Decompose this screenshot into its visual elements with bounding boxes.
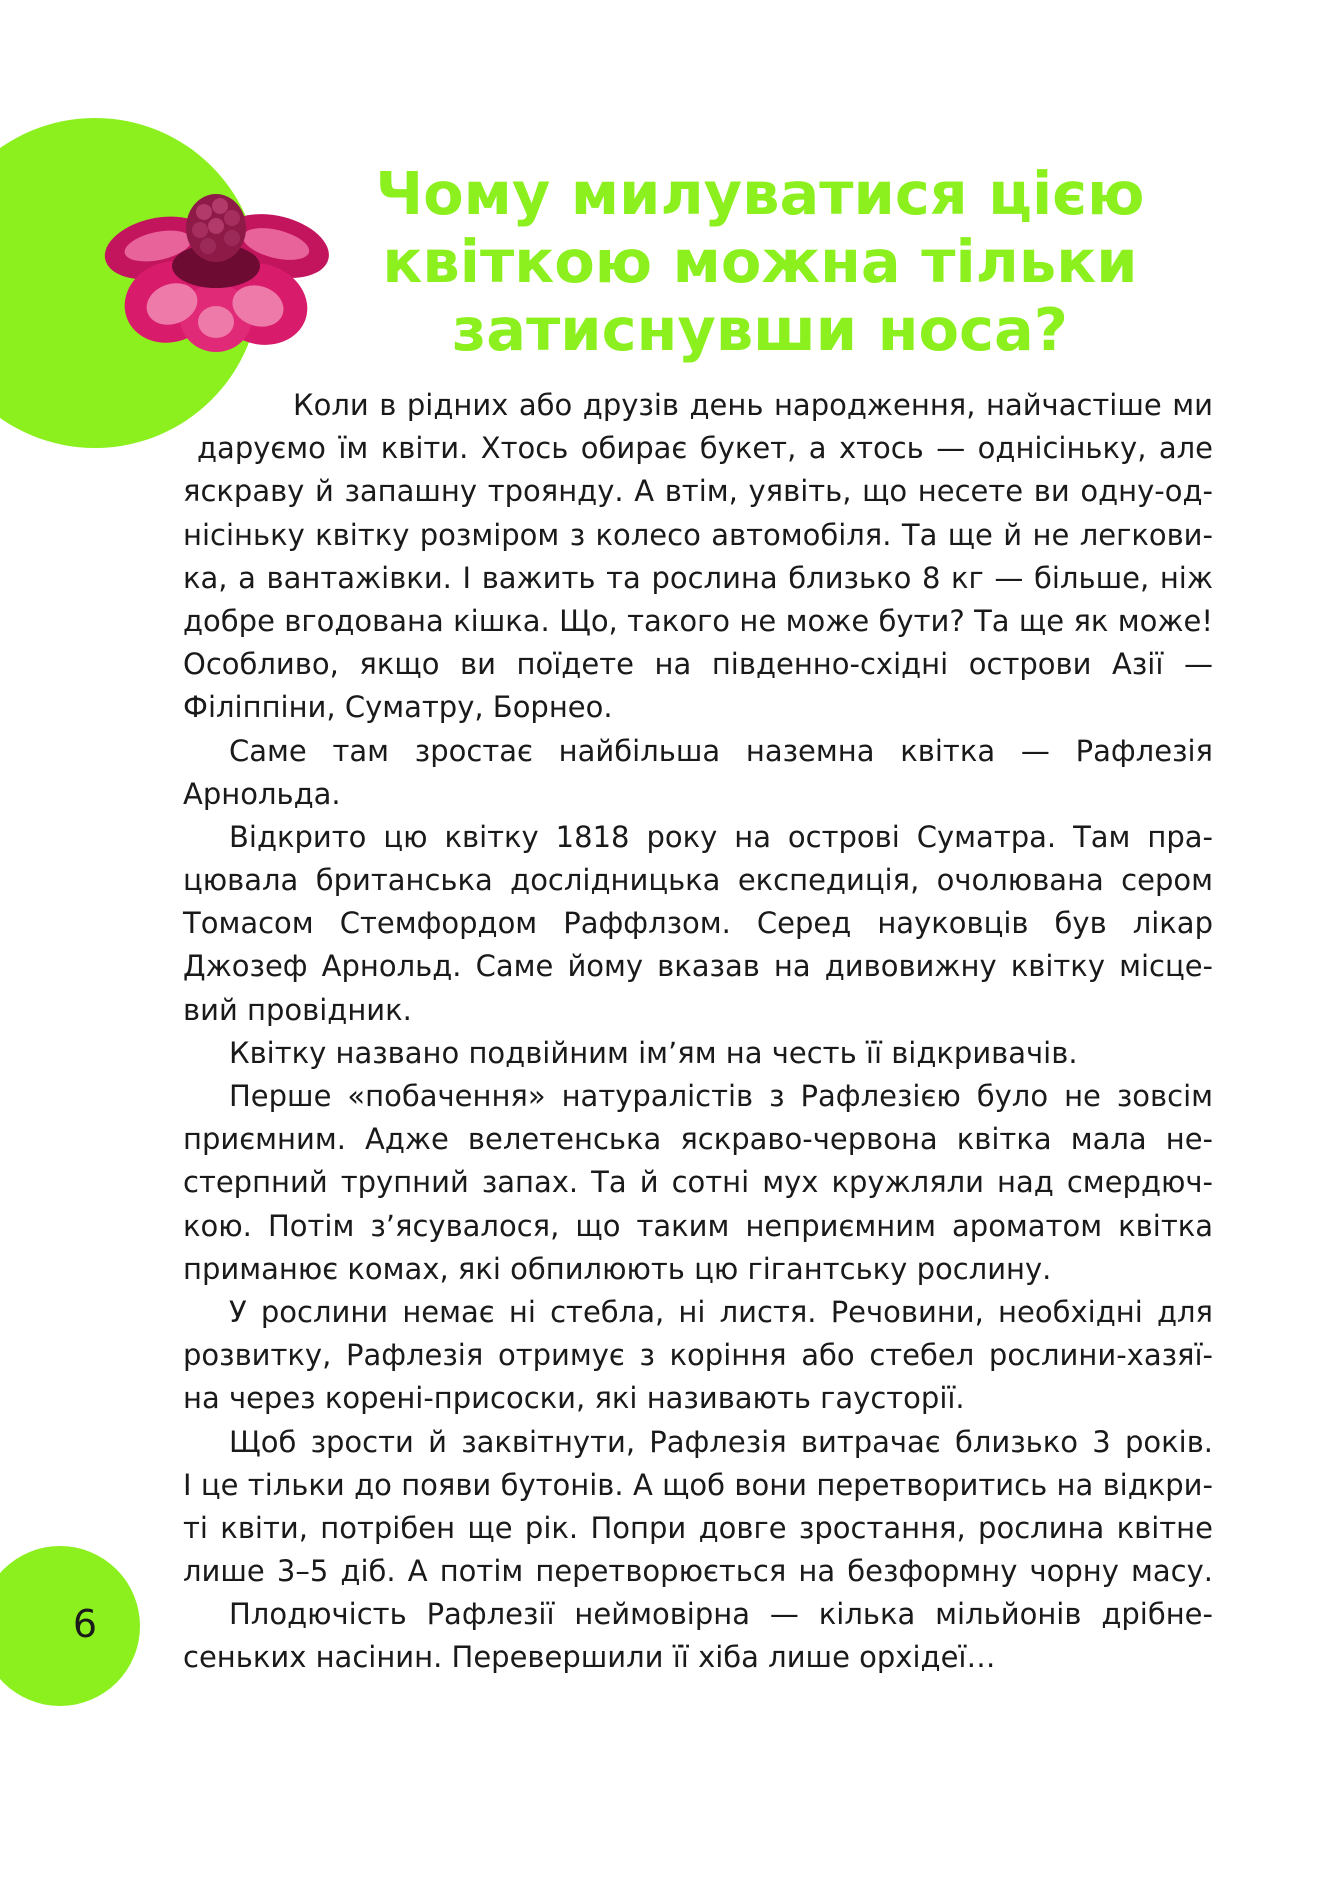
- body-line: Перше «побачення» натуралістів з Рафлезією було не зовсім: [229, 1079, 1213, 1113]
- body-line: Джозеф Арнольд. Саме йому вказав на дивовижну квітку місце-: [183, 949, 1213, 984]
- body-line: У рослини немає ні стебла, ні листя. Речовини, необхідні для: [229, 1294, 1213, 1329]
- body-line: Квітку названо подвійним ім’ям на честь її відкривачів.: [229, 1035, 1078, 1070]
- body-line: кою. Потім з’ясувалося, що таким неприємним ароматом квітка: [183, 1208, 1213, 1243]
- body-line: Плодючість Рафлезії неймовірна — кілька мільйонів дрібне-: [229, 1597, 1213, 1632]
- body-line: Саме там зростає найбільша наземна квітка — Рафлезія: [229, 733, 1213, 768]
- title-line-3: затиснувши носа?: [451, 295, 1068, 364]
- body-line: добре вгодована кішка. Що, такого не може бути? Та ще як може!: [183, 603, 1213, 638]
- body-line: яскраву й запашну троянду. А втім, уявіть, що несете ви одну-од-: [183, 474, 1213, 509]
- body-line: вий провідник.: [183, 992, 412, 1027]
- body-line: Коли в рідних або друзів день народження, найчастіше ми: [293, 388, 1213, 422]
- body-line: приємним. Адже велетенська яскраво-червона квітка мала не-: [183, 1122, 1213, 1157]
- page-title: [330, 160, 1190, 364]
- title-line-1: Чому милуватися цією: [375, 159, 1145, 228]
- body-line: Арнольда.: [183, 776, 341, 811]
- body-line: Філіппіни, Суматру, Борнео.: [183, 690, 613, 725]
- body-line: цювала британська дослідницька експедиція, очолювана сером: [183, 863, 1213, 898]
- body-line: розвитку, Рафлезія отримує з коріння або стебел рослини-хазяї-: [183, 1338, 1213, 1373]
- article-body: [183, 384, 1213, 1680]
- body-line: Щоб зрости й заквітнути, Рафлезія витрачає близько 3 років.: [229, 1424, 1213, 1459]
- body-line: ті квіти, потрібен ще рік. Попри довге зростання, рослина квітне: [183, 1510, 1213, 1545]
- rafflesia-flower-icon: [100, 182, 332, 358]
- body-line: на через корені-присоски, які називають гаусторії.: [183, 1381, 965, 1416]
- body-line: І це тільки до появи бутонів. А щоб вони перетворитись на відкри-: [183, 1467, 1213, 1502]
- title-line-2: квіткою можна тільки: [382, 227, 1138, 296]
- body-line: сеньких насінин. Перевершили її хіба лише орхідеї…: [183, 1640, 996, 1675]
- body-line: Томасом Стемфордом Раффлзом. Серед науковців був лікар: [183, 906, 1213, 941]
- body-line: Відкрито цю квітку 1818 року на острові Суматра. Там пра-: [229, 819, 1213, 854]
- body-line: ка, а вантажівки. І важить та рослина близько 8 кг — більше, ніж: [183, 560, 1213, 595]
- body-line: даруємо їм квіти. Хтось обирає букет, а хтось — однісіньку, але: [197, 431, 1213, 466]
- body-line: нісіньку квітку розміром з колесо автомобіля. Та ще й не легкови-: [183, 517, 1213, 552]
- body-line: Особливо, якщо ви поїдете на південно-східні острови Азії —: [183, 647, 1213, 682]
- body-line: стерпний трупний запах. Та й сотні мух кружляли над смердюч-: [183, 1165, 1213, 1200]
- body-line: лише 3–5 діб. А потім перетворюється на безформну чорну масу.: [183, 1554, 1213, 1589]
- page-number: 6: [72, 1602, 98, 1646]
- body-line: приманює комах, які обпилюють цю гігантську рослину.: [183, 1251, 1052, 1286]
